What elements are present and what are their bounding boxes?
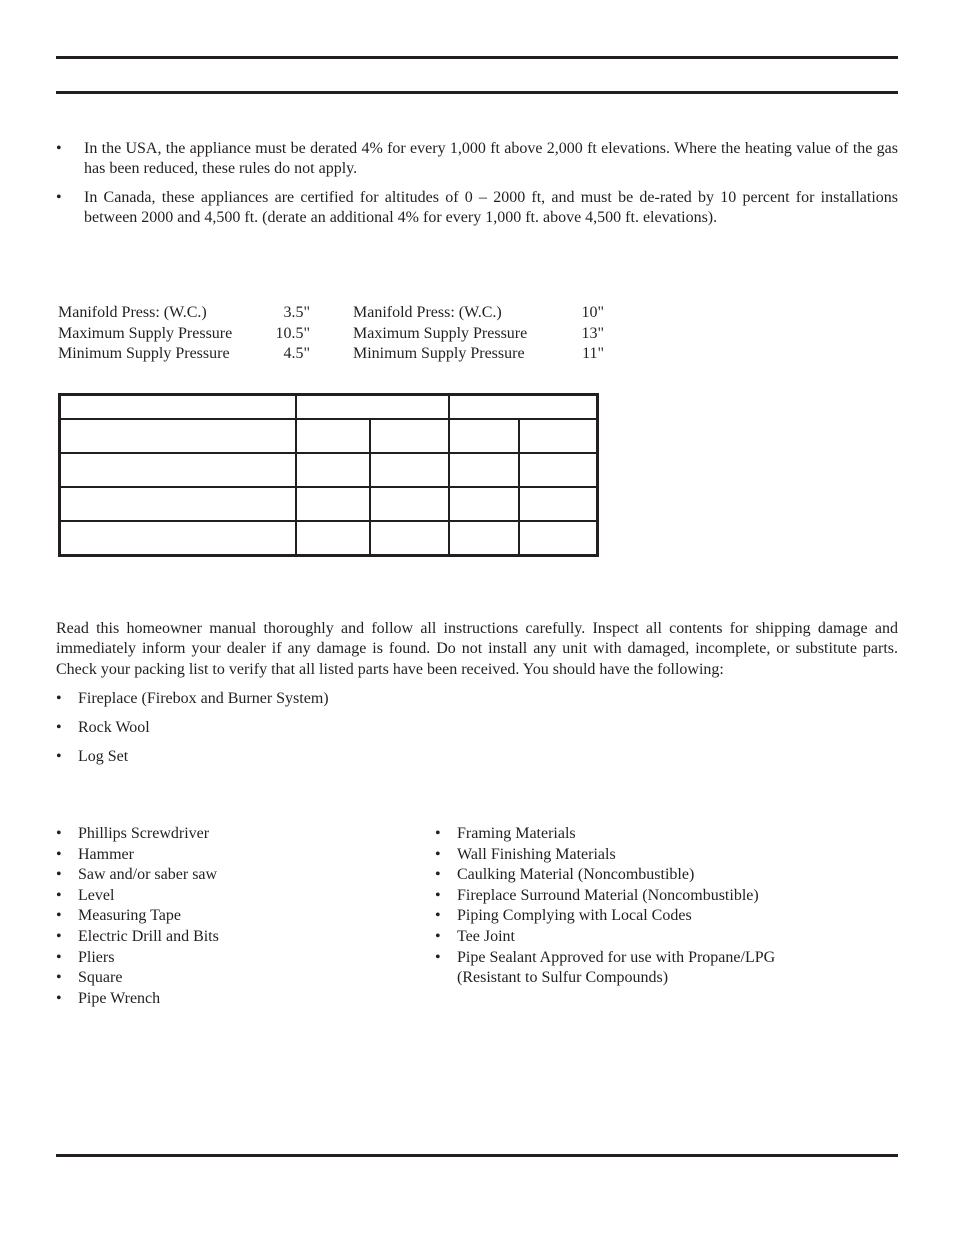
pressure-specs-right [353,303,604,365]
list-item [56,948,219,969]
list-item-text: Framing Materials [457,825,576,842]
list-item [435,927,775,948]
list-item-text: Rock Wool [78,718,150,736]
list-item-text: Fireplace Surround Material (Noncombustible) [457,886,759,904]
list-item [435,824,775,845]
altitude-note-text: In Canada, these appliances are certified for altitudes of 0 – 2000 ft, and must be de-rated by 10 percent for installations between 2000 and 4,500 ft. (derate an additional 4% for every 1,000 ft. above 4,500 ft. elevations). [84,189,898,226]
list-item-text: Tee Joint [457,927,515,945]
bullet: • [435,927,441,945]
list-item [56,886,219,907]
list-item-text: Piping Complying with Local Codes [457,907,692,925]
bullet: • [56,886,62,904]
header-rule-top [56,56,898,59]
bullet: • [56,989,62,1007]
altitude-note-usa [56,139,898,179]
list-item-text: Measuring Tape [78,907,181,925]
list-item-text: Pipe Wrench [78,989,161,1007]
altitude-note-text: In the USA, the appliance must be derated 4% for every 1,000 ft above 2,000 ft elevations. Where the heating value of the gas has been reduced, these rules do not apply. [84,140,898,177]
bullet: • [435,825,441,842]
spec-value: 13" [581,324,604,342]
pressure-specs-left [58,303,310,365]
list-item-text: Saw and/or saber saw [78,866,218,884]
table-col-divider [518,419,520,554]
bullet: • [435,886,441,904]
bullet: • [435,845,441,863]
list-item [56,989,219,1010]
bullet: • [435,948,441,966]
list-item-text: Fireplace (Firebox and Burner System) [78,690,329,707]
list-item-text: Wall Finishing Materials [457,845,616,863]
spec-label: Maximum Supply Pressure [353,324,528,342]
spec-row [58,324,310,345]
bullet: • [56,690,62,707]
bullet: • [56,969,62,987]
table-row-divider [61,486,596,488]
list-item [56,968,219,989]
list-item [56,689,329,710]
unpacking-intro: Read this homeowner manual thoroughly and follow all instructions carefully. Inspect all contents for shipping damage and immediately inform your dealer if any damage is found. Do not install any unit with damaged, incomplete, or substitute parts. Check your packing list to verify that all listed parts have been received. You should have the following: [56,620,898,678]
bullet: • [56,927,62,945]
list-item-text: Pipe Sealant Approved for use with Propane/LPG [457,948,776,966]
list-item-text: Square [78,969,123,987]
bullet: • [56,948,62,966]
list-item [56,906,219,927]
list-item-text: Pliers [78,948,115,966]
bullet: • [56,189,62,206]
list-item-text: Phillips Screwdriver [78,825,210,842]
list-item-text: Hammer [78,845,134,863]
bullet: • [56,907,62,925]
bullet: • [56,747,62,765]
tools-list-left [56,824,219,1009]
list-item [435,886,775,907]
bullet: • [435,907,441,925]
list-item [435,865,775,886]
list-item [56,927,219,948]
list-item [56,845,219,866]
table-row-divider [61,452,596,454]
table-col-divider [448,396,450,554]
list-item [435,948,775,969]
bullet: • [56,140,62,157]
list-item [435,906,775,927]
spec-row [353,324,604,345]
spec-value: 10" [581,304,604,321]
list-item-text: Log Set [78,747,129,765]
bullet: • [56,718,62,736]
list-item [56,747,329,768]
spec-label: Manifold Press: (W.C.) [58,304,207,321]
tools-list-right [435,824,775,989]
spec-row [353,303,604,324]
spec-value: 11" [582,345,604,363]
spec-value: 4.5" [283,345,310,363]
list-item-text: Caulking Material (Noncombustible) [457,866,695,884]
spec-label: Maximum Supply Pressure [58,324,233,342]
spec-label: Minimum Supply Pressure [353,345,525,363]
blank-data-table [58,393,599,557]
bullet: • [435,866,441,884]
list-item-continuation: (Resistant to Sulfur Compounds) [457,969,669,987]
spec-label: Manifold Press: (W.C.) [353,304,502,321]
table-row-divider [61,520,596,522]
list-item [56,824,219,845]
list-item [56,865,219,886]
altitude-note-canada [56,188,898,228]
bullet: • [56,825,62,842]
bullet: • [56,866,62,884]
footer-rule [56,1154,898,1157]
table-row-divider [61,418,596,420]
table-col-divider [369,419,371,554]
spec-value: 10.5" [275,324,310,342]
spec-label: Minimum Supply Pressure [58,345,230,363]
spec-row [58,303,310,324]
list-item [435,845,775,866]
bullet: • [56,845,62,863]
spec-value: 3.5" [283,304,310,321]
spec-row [353,344,604,365]
spec-row [58,344,310,365]
header-rule-bottom [56,91,898,94]
contents-list [56,689,329,775]
list-item [56,718,329,739]
table-col-divider [295,396,297,554]
list-item-text: Level [78,886,115,904]
list-item-text: Electric Drill and Bits [78,927,219,945]
